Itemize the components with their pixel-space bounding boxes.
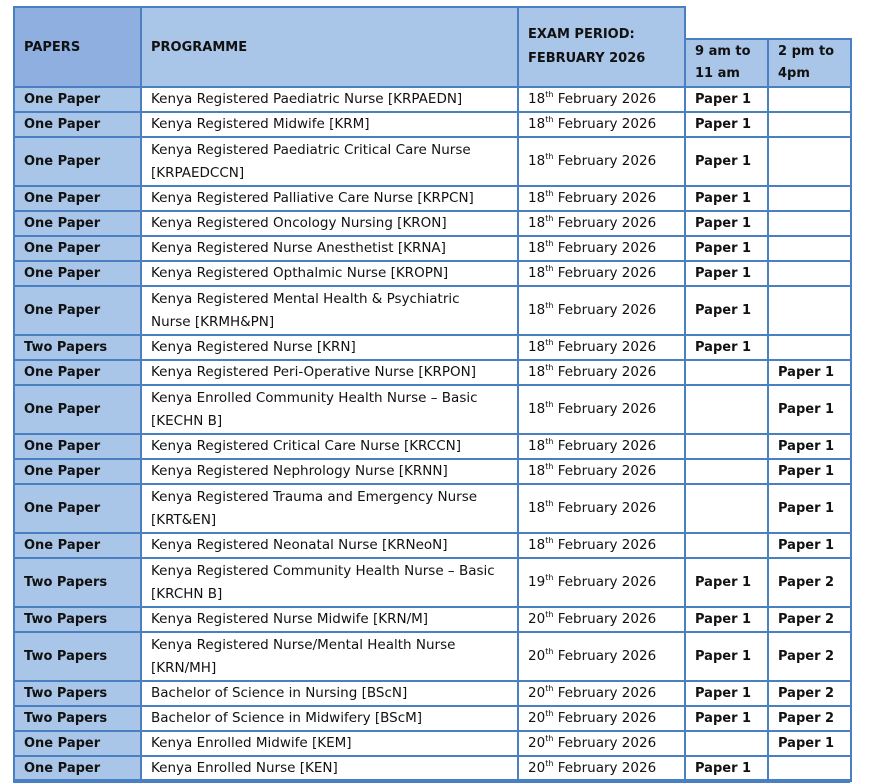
programme-line: Kenya Registered Trauma and Emergency Nurse [151,488,478,505]
exam-date-cell [518,360,685,385]
papers-cell: One Paper [14,112,141,137]
programme-line: Kenya Registered Oncology Nursing [KRON] [151,215,447,231]
exam-date-cell [518,681,685,706]
programme-cell [141,756,518,781]
exam-date-day: 18 [528,240,546,256]
slot-pm-cell: Paper 2 [768,681,851,706]
bottom-border [13,779,850,783]
exam-date-day: 18 [528,339,546,355]
programme-cell [141,112,518,137]
programme-line: [KECHN B] [151,412,223,429]
exam-date-day: 18 [528,302,546,318]
exam-date-month: February 2026 [553,438,657,454]
papers-cell: One Paper [14,261,141,286]
table-row [14,533,851,558]
slot-pm-cell: Paper 1 [768,731,851,756]
programme-cell [141,236,518,261]
papers-cell: One Paper [14,87,141,112]
programme-line: Kenya Registered Midwife [KRM] [151,116,370,132]
exam-date-suffix: th [545,363,554,372]
papers-cell: One Paper [14,756,141,781]
table-row [14,286,851,335]
table-row [14,459,851,484]
exam-date-month: February 2026 [553,760,657,776]
programme-line: Kenya Registered Nurse [KRN] [151,339,356,355]
slot-am-cell: Paper 1 [685,137,768,186]
exam-date-suffix: th [545,152,554,161]
programme-cell [141,484,518,533]
exam-date-suffix: th [545,709,554,718]
programme-cell [141,385,518,434]
exam-date-day: 18 [528,116,546,132]
exam-date-month: February 2026 [553,153,657,169]
exam-date-suffix: th [545,115,554,124]
programme-cell [141,632,518,681]
exam-date-month: February 2026 [553,116,657,132]
exam-date-suffix: th [545,462,554,471]
table-row [14,385,851,434]
slot-am-cell: Paper 1 [685,186,768,211]
slot-pm-cell [768,236,851,261]
slot-pm-cell: Paper 1 [768,484,851,533]
table-row [14,756,851,781]
exam-date-cell [518,137,685,186]
slot-pm-cell [768,112,851,137]
slot-am-cell: Paper 1 [685,681,768,706]
exam-date-suffix: th [545,338,554,347]
programme-cell [141,286,518,335]
slot-am-cell: Paper 1 [685,261,768,286]
header-slot-pm-line1: 2 pm to [778,44,835,59]
exam-date-suffix: th [545,189,554,198]
exam-date-suffix: th [545,90,554,99]
programme-line: Kenya Registered Palliative Care Nurse [KRPCN] [151,190,474,206]
exam-date-suffix: th [545,684,554,693]
exam-date-day: 18 [528,438,546,454]
exam-date-cell [518,558,685,607]
exam-date-cell [518,385,685,434]
programme-line: Kenya Registered Paediatric Critical Care Nurse [151,141,471,158]
programme-line: [KRN/MH] [151,659,217,676]
papers-cell: One Paper [14,186,141,211]
exam-date-cell [518,484,685,533]
slot-am-cell: Paper 1 [685,607,768,632]
table-row [14,434,851,459]
slot-am-cell: Paper 1 [685,87,768,112]
header-slot-am-line1: 9 am to [695,44,751,59]
slot-am-cell: Paper 1 [685,286,768,335]
exam-date-suffix: th [545,499,554,508]
programme-line: Kenya Registered Peri-Operative Nurse [KRPON] [151,364,476,380]
exam-date-suffix: th [545,759,554,768]
table-row [14,360,851,385]
papers-cell: One Paper [14,484,141,533]
table-row [14,112,851,137]
exam-date-cell [518,87,685,112]
exam-date-month: February 2026 [553,302,657,318]
exam-date-suffix: th [545,400,554,409]
programme-line: Nurse [KRMH&PN] [151,313,275,330]
exam-date-day: 18 [528,364,546,380]
papers-cell: Two Papers [14,632,141,681]
exam-date-cell [518,261,685,286]
programme-line: Kenya Enrolled Community Health Nurse – Basic [151,389,478,406]
programme-line: Kenya Registered Mental Health & Psychiatric [151,290,460,307]
exam-date-month: February 2026 [553,710,657,726]
exam-date-cell [518,335,685,360]
exam-date-cell [518,533,685,558]
papers-cell: One Paper [14,286,141,335]
slot-am-cell [685,360,768,385]
exam-date-day: 18 [528,401,546,417]
programme-cell [141,360,518,385]
table-row [14,706,851,731]
slot-pm-cell: Paper 1 [768,533,851,558]
slot-pm-cell [768,87,851,112]
exam-date-month: February 2026 [553,91,657,107]
exam-date-suffix: th [545,214,554,223]
papers-cell: Two Papers [14,335,141,360]
exam-date-month: February 2026 [553,537,657,553]
papers-cell: One Paper [14,533,141,558]
exam-date-day: 18 [528,463,546,479]
exam-date-cell [518,112,685,137]
exam-date-day: 20 [528,611,546,627]
programme-cell [141,186,518,211]
exam-date-day: 20 [528,710,546,726]
exam-date-month: February 2026 [553,339,657,355]
papers-cell: One Paper [14,434,141,459]
slot-am-cell: Paper 1 [685,236,768,261]
exam-date-day: 18 [528,215,546,231]
exam-date-suffix: th [545,301,554,310]
programme-cell [141,261,518,286]
exam-date-cell [518,459,685,484]
programme-cell [141,558,518,607]
exam-date-month: February 2026 [553,240,657,256]
exam-date-month: February 2026 [553,190,657,206]
exam-date-day: 18 [528,265,546,281]
programme-line: Kenya Registered Critical Care Nurse [KRCCN] [151,438,461,454]
exam-date-month: February 2026 [553,500,657,516]
table-row [14,211,851,236]
header-slot-pm-line2: 4pm [778,66,810,81]
exam-date-month: February 2026 [553,611,657,627]
papers-cell: Two Papers [14,558,141,607]
exam-date-cell [518,211,685,236]
table-row [14,632,851,681]
table-row [14,261,851,286]
exam-date-day: 18 [528,190,546,206]
slot-pm-cell: Paper 2 [768,558,851,607]
papers-cell: Two Papers [14,607,141,632]
programme-line: Kenya Enrolled Midwife [KEM] [151,735,352,751]
exam-date-cell [518,731,685,756]
exam-date-day: 20 [528,648,546,664]
papers-cell: Two Papers [14,706,141,731]
programme-cell [141,731,518,756]
programme-cell [141,211,518,236]
slot-pm-cell: Paper 2 [768,607,851,632]
papers-cell: One Paper [14,360,141,385]
table-row [14,87,851,112]
programme-cell [141,459,518,484]
header-exam-period-line1: EXAM PERIOD: [528,27,635,42]
programme-line: [KRT&EN] [151,511,217,528]
programme-cell [141,87,518,112]
header-exam-period [518,7,685,87]
programme-cell [141,137,518,186]
programme-cell [141,706,518,731]
exam-date-day: 20 [528,760,546,776]
table-row [14,558,851,607]
exam-date-day: 18 [528,500,546,516]
table-row [14,484,851,533]
header-slot-am [685,39,768,87]
slot-pm-cell: Paper 1 [768,360,851,385]
exam-date-cell [518,607,685,632]
table-row [14,335,851,360]
programme-cell [141,533,518,558]
exam-date-cell [518,756,685,781]
table-row [14,186,851,211]
slot-am-cell [685,434,768,459]
slot-pm-cell [768,286,851,335]
slot-am-cell: Paper 1 [685,632,768,681]
header-slot-pm [768,39,851,87]
slot-pm-cell [768,186,851,211]
header-slot-am-line2: 11 am [695,66,740,81]
exam-date-suffix: th [545,734,554,743]
programme-cell [141,335,518,360]
exam-date-day: 19 [528,574,546,590]
slot-am-cell: Paper 1 [685,211,768,236]
table-row [14,731,851,756]
slot-pm-cell: Paper 2 [768,632,851,681]
exam-date-cell [518,434,685,459]
slot-am-cell: Paper 1 [685,112,768,137]
programme-line: Kenya Registered Opthalmic Nurse [KROPN] [151,265,449,281]
slot-am-cell: Paper 1 [685,706,768,731]
slot-pm-cell: Paper 1 [768,434,851,459]
papers-cell: One Paper [14,385,141,434]
exam-date-day: 18 [528,153,546,169]
exam-date-month: February 2026 [553,265,657,281]
exam-date-cell [518,286,685,335]
exam-date-suffix: th [545,264,554,273]
exam-date-cell [518,236,685,261]
exam-date-month: February 2026 [553,735,657,751]
programme-line: Bachelor of Science in Nursing [BScN] [151,685,408,701]
programme-cell [141,434,518,459]
header-exam-period-line2: FEBRUARY 2026 [528,51,646,66]
papers-cell: Two Papers [14,681,141,706]
slot-am-cell: Paper 1 [685,756,768,781]
slot-pm-cell [768,137,851,186]
programme-line: Kenya Enrolled Nurse [KEN] [151,760,338,776]
programme-line: Kenya Registered Community Health Nurse – Basic [151,562,495,579]
header-gap [685,7,851,39]
programme-line: Kenya Registered Nephrology Nurse [KRNN] [151,463,448,479]
table-row [14,236,851,261]
exam-date-month: February 2026 [553,685,657,701]
slot-am-cell [685,533,768,558]
exam-date-day: 18 [528,91,546,107]
papers-cell: One Paper [14,236,141,261]
slot-pm-cell: Paper 1 [768,459,851,484]
programme-line: Bachelor of Science in Midwifery [BScM] [151,710,423,726]
exam-schedule-table [13,6,852,782]
table-row [14,607,851,632]
table-row [14,137,851,186]
programme-line: Kenya Registered Neonatal Nurse [KRNeoN] [151,537,448,553]
exam-date-day: 20 [528,685,546,701]
programme-line: Kenya Registered Nurse Anesthetist [KRNA] [151,240,446,256]
header-programme: PROGRAMME [141,7,518,87]
slot-pm-cell [768,756,851,781]
slot-am-cell [685,459,768,484]
exam-date-cell [518,706,685,731]
exam-date-day: 20 [528,735,546,751]
exam-date-day: 18 [528,537,546,553]
slot-am-cell: Paper 1 [685,335,768,360]
exam-date-cell [518,632,685,681]
programme-line: [KRCHN B] [151,585,223,602]
slot-pm-cell [768,261,851,286]
exam-date-cell [518,186,685,211]
papers-cell: One Paper [14,137,141,186]
programme-line: Kenya Registered Nurse Midwife [KRN/M] [151,611,429,627]
slot-pm-cell: Paper 2 [768,706,851,731]
exam-date-suffix: th [545,239,554,248]
exam-date-month: February 2026 [553,463,657,479]
exam-date-suffix: th [545,573,554,582]
table-row [14,681,851,706]
exam-date-month: February 2026 [553,401,657,417]
papers-cell: One Paper [14,731,141,756]
slot-am-cell [685,731,768,756]
schedule-body [14,87,851,781]
programme-line: Kenya Registered Paediatric Nurse [KRPAEDN] [151,91,463,107]
papers-cell: One Paper [14,211,141,236]
exam-date-suffix: th [545,437,554,446]
programme-line: Kenya Registered Nurse/Mental Health Nurse [151,636,456,653]
exam-date-month: February 2026 [553,574,657,590]
programme-cell [141,607,518,632]
slot-pm-cell [768,211,851,236]
exam-date-month: February 2026 [553,648,657,664]
slot-pm-cell: Paper 1 [768,385,851,434]
slot-am-cell: Paper 1 [685,558,768,607]
programme-line: [KRPAEDCCN] [151,164,245,181]
slot-pm-cell [768,335,851,360]
header-papers: PAPERS [14,7,141,87]
programme-cell [141,681,518,706]
exam-date-suffix: th [545,610,554,619]
exam-date-month: February 2026 [553,215,657,231]
papers-cell: One Paper [14,459,141,484]
exam-date-suffix: th [545,647,554,656]
exam-date-suffix: th [545,536,554,545]
slot-am-cell [685,385,768,434]
exam-date-month: February 2026 [553,364,657,380]
slot-am-cell [685,484,768,533]
